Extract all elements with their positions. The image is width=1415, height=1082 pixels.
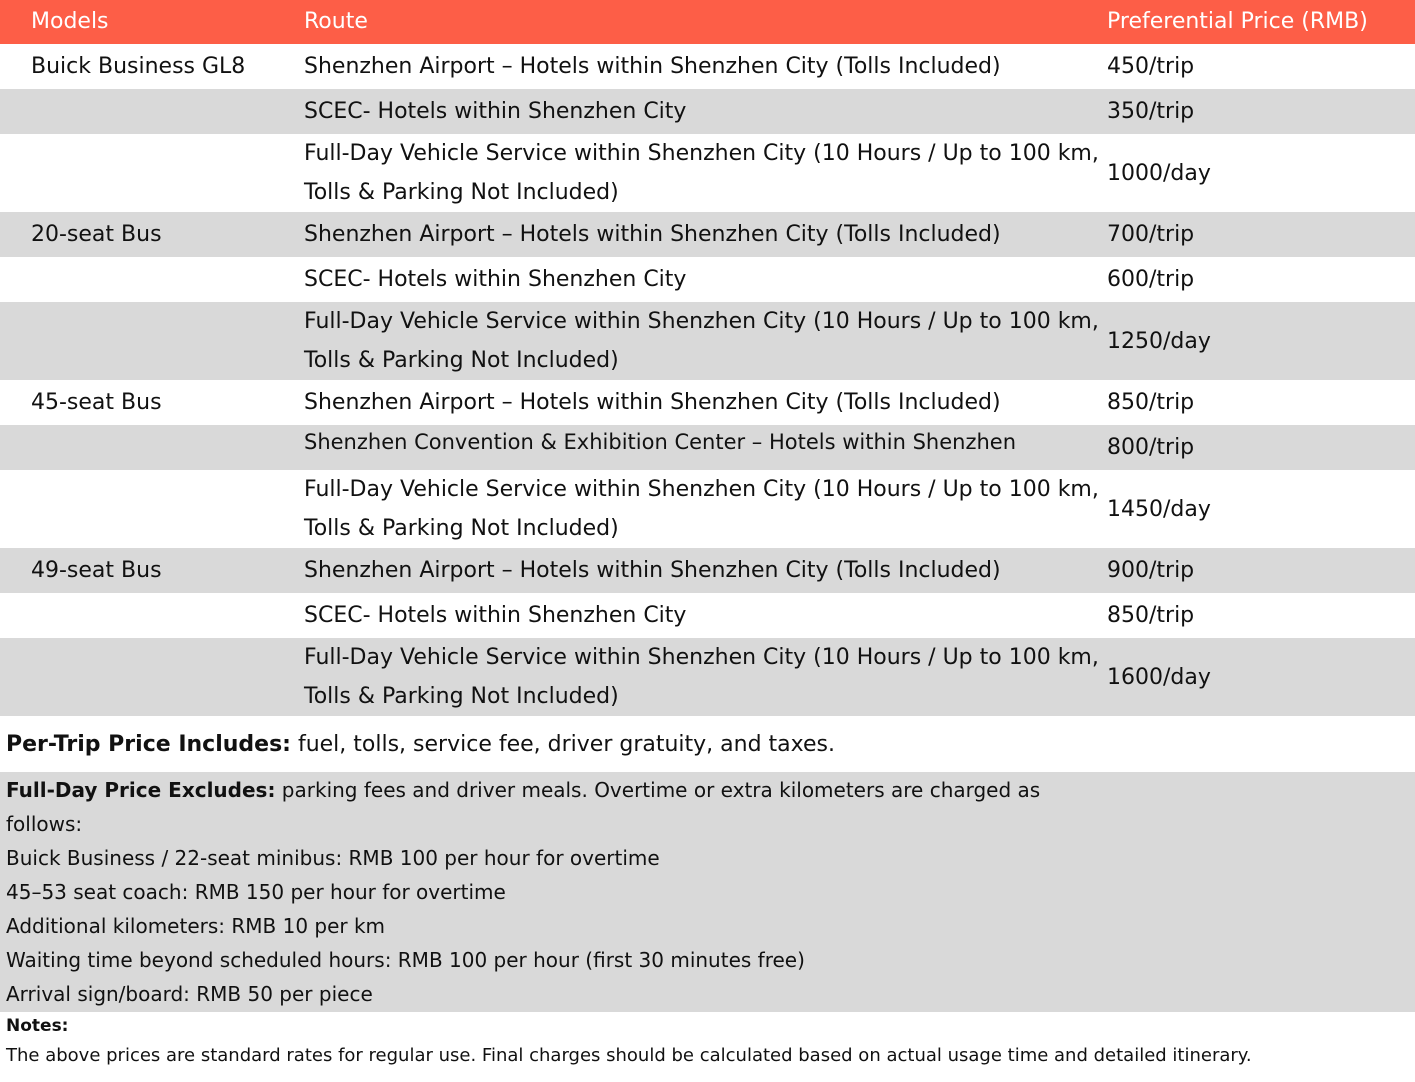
route-cell: SCEC- Hotels within Shenzhen City <box>304 603 687 628</box>
price-cell: 850/trip <box>1107 603 1195 628</box>
price-cell: 900/trip <box>1107 558 1195 583</box>
pricing-notes <box>0 724 1415 1082</box>
per-trip-text <box>6 730 835 760</box>
route-cell: SCEC- Hotels within Shenzhen City <box>304 99 687 124</box>
per-trip-label: Per-Trip Price Includes: <box>6 732 291 757</box>
list-item: Additional kilometers: RMB 10 per km <box>6 914 386 938</box>
table-row <box>0 638 1415 716</box>
model-cell: 49-seat Bus <box>31 558 162 583</box>
list-item: Waiting time beyond scheduled hours: RMB 100 per hour (first 30 minutes free) <box>6 948 805 972</box>
table-header <box>0 0 1415 44</box>
model-cell: 45-seat Bus <box>31 390 162 415</box>
notes-text: The above prices are standard rates for regular use. Final charges should be calculated based on actual usage time and detailed itinerary. <box>6 1045 1252 1066</box>
table-row <box>0 44 1415 89</box>
table-row <box>0 134 1415 212</box>
table-row <box>0 548 1415 593</box>
route-cell: Shenzhen Airport – Hotels within Shenzhen City (Tolls Included) <box>304 222 1001 247</box>
price-cell: 800/trip <box>1107 435 1195 460</box>
table-row <box>0 257 1415 302</box>
full-day-label: Full-Day Price Excludes: <box>6 778 276 802</box>
route-cell: Full-Day Vehicle Service within Shenzhen City (10 Hours / Up to 100 km, Tolls & Parking Not Included) <box>304 141 1099 205</box>
full-day-section <box>0 772 1415 1012</box>
table-row <box>0 593 1415 638</box>
route-cell: Shenzhen Convention & Exhibition Center – Hotels within Shenzhen <box>304 430 1017 454</box>
price-cell: 600/trip <box>1107 267 1195 292</box>
route-cell: Full-Day Vehicle Service within Shenzhen City (10 Hours / Up to 100 km, Tolls & Parking Not Included) <box>304 309 1099 373</box>
list-item: 45–53 seat coach: RMB 150 per hour for overtime <box>6 880 506 904</box>
route-cell: Full-Day Vehicle Service within Shenzhen City (10 Hours / Up to 100 km, Tolls & Parking Not Included) <box>304 645 1099 709</box>
header-price: Preferential Price (RMB) <box>1107 9 1368 34</box>
route-cell: SCEC- Hotels within Shenzhen City <box>304 267 687 292</box>
model-cell: 20-seat Bus <box>31 222 162 247</box>
route-cell: Shenzhen Airport – Hotels within Shenzhen City (Tolls Included) <box>304 54 1001 79</box>
per-trip-section <box>0 724 1415 772</box>
route-cell: Full-Day Vehicle Service within Shenzhen City (10 Hours / Up to 100 km, Tolls & Parking Not Included) <box>304 477 1099 541</box>
notes-section <box>0 1012 1415 1082</box>
route-cell: Shenzhen Airport – Hotels within Shenzhen City (Tolls Included) <box>304 558 1001 583</box>
price-cell: 1000/day <box>1107 161 1211 186</box>
per-trip-description: fuel, tolls, service fee, driver gratuity, and taxes. <box>290 732 835 757</box>
full-day-continuation: follows: <box>6 812 83 836</box>
table-row <box>0 212 1415 257</box>
list-item: Arrival sign/board: RMB 50 per piece <box>6 982 373 1006</box>
price-cell: 1450/day <box>1107 497 1211 522</box>
model-cell: Buick Business GL8 <box>31 54 246 79</box>
route-cell: Shenzhen Airport – Hotels within Shenzhen City (Tolls Included) <box>304 390 1001 415</box>
price-cell: 1250/day <box>1107 329 1211 354</box>
price-cell: 1600/day <box>1107 665 1211 690</box>
table-row <box>0 302 1415 380</box>
full-day-intro <box>6 776 1040 804</box>
price-cell: 450/trip <box>1107 54 1195 79</box>
table-row <box>0 89 1415 134</box>
price-cell: 850/trip <box>1107 390 1195 415</box>
header-models: Models <box>31 9 109 34</box>
table-row <box>0 380 1415 425</box>
list-item: Buick Business / 22-seat minibus: RMB 100 per hour for overtime <box>6 846 660 870</box>
notes-label: Notes: <box>6 1016 69 1036</box>
header-route: Route <box>304 9 368 34</box>
table-row <box>0 425 1415 470</box>
price-cell: 700/trip <box>1107 222 1195 247</box>
table-row <box>0 470 1415 548</box>
full-day-description: parking fees and driver meals. Overtime or extra kilometers are charged as <box>275 778 1041 802</box>
price-cell: 350/trip <box>1107 99 1195 124</box>
